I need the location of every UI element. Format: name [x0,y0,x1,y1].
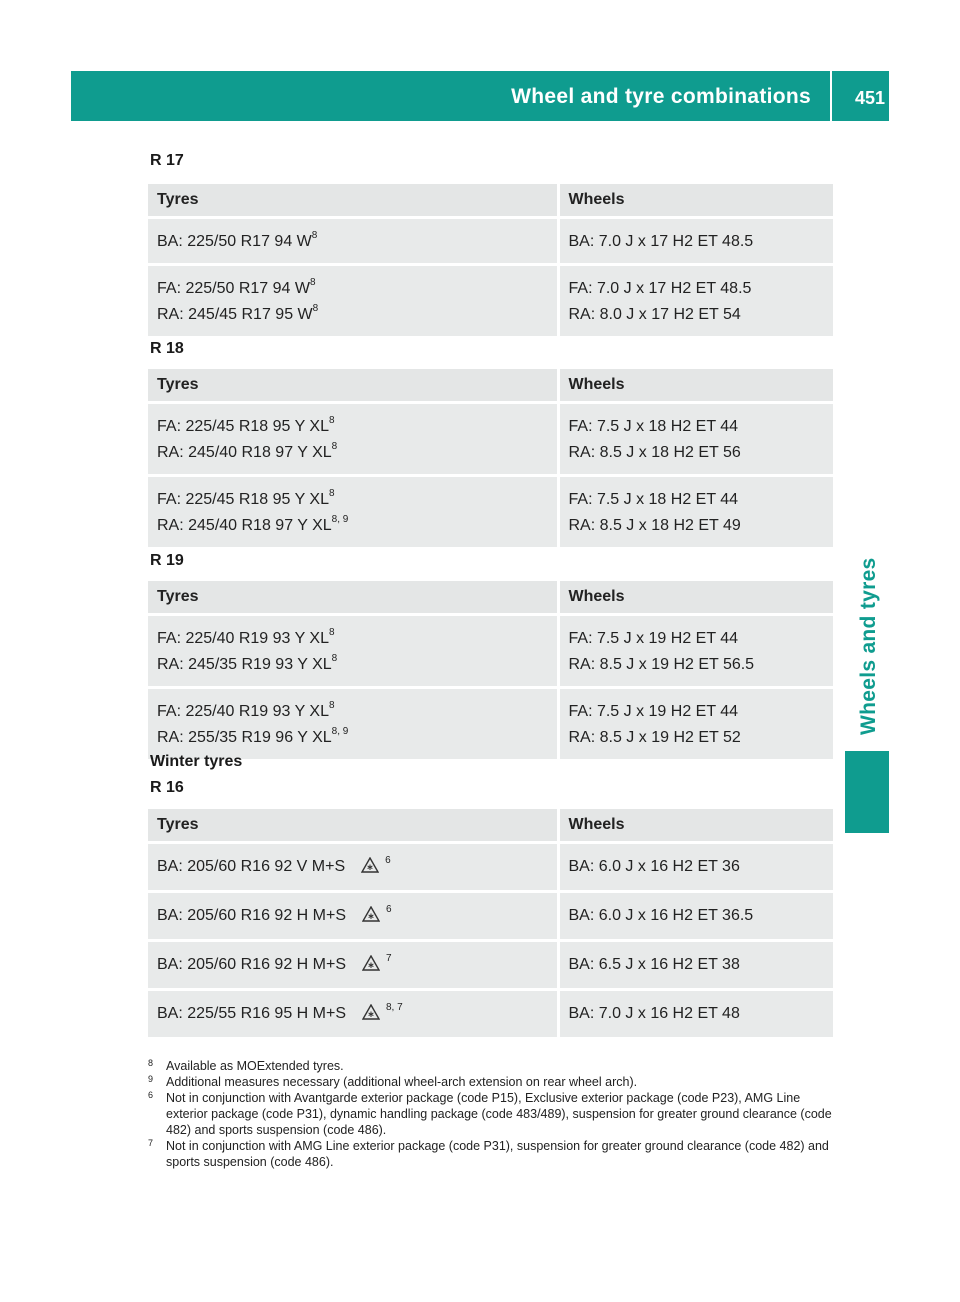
column-header-tyres: Tyres [148,581,558,615]
wheel-spec: FA: 7.5 J x 18 H2 ET 44 [568,418,739,435]
tyre-cell [148,218,558,265]
footnote-number: 9 [148,1074,154,1084]
wheel-spec: BA: 7.0 J x 16 H2 ET 48 [568,1005,740,1022]
snowflake-mountain-icon [362,906,380,922]
wheel-spec: FA: 7.5 J x 19 H2 ET 44 [568,703,739,720]
footnote-reference: 7 [386,953,392,964]
wheel-spec: BA: 7.0 J x 17 H2 ET 48.5 [568,233,754,250]
footnote-item [148,1090,834,1138]
table-row [148,892,833,941]
footnote-reference: 8 [328,626,335,638]
wheel-cell [558,941,833,990]
wheel-spec: FA: 7.5 J x 18 H2 ET 44 [568,491,739,508]
tyre-size-text: RA: 245/40 R18 97 Y XL [157,444,332,461]
wheel-spec: BA: 6.0 J x 16 H2 ET 36.5 [568,907,754,924]
tyre-size-text: FA: 225/45 R18 95 Y XL [157,418,329,435]
tyre-cell [148,892,558,941]
footnote-reference: 8 [328,414,335,426]
footnote-text: Not in conjunction with AMG Line exterior package (code P31), suspension for greater ground clearance (code 482) and sports suspension (code 486). [166,1139,829,1169]
footnote-item [148,1058,834,1074]
wheel-cell [558,843,833,892]
wheel-spec: FA: 7.0 J x 17 H2 ET 48.5 [568,280,752,297]
tyre-spec [157,652,557,678]
footnote-reference: 8 [328,487,335,499]
footnote-reference: 8 [311,229,318,241]
table-row [148,218,833,265]
footnote-item [148,1138,834,1170]
section-heading-r17: R 17 [150,152,184,169]
wheel-spec: RA: 8.5 J x 19 H2 ET 56.5 [568,656,755,673]
footnote-number: 6 [148,1090,154,1100]
section-heading-r16: R 16 [150,779,184,796]
wheel-cell [558,403,833,476]
wheel-cell [558,265,833,337]
tyre-size-text: FA: 225/50 R17 94 W [157,280,310,297]
column-header-wheels: Wheels [558,809,833,843]
wheel-spec: RA: 8.5 J x 18 H2 ET 56 [568,444,741,461]
wheel-cell [558,892,833,941]
footnote-reference: 8 [309,276,316,288]
column-header-wheels: Wheels [558,581,833,615]
section-heading-winter-tyres: Winter tyres [150,753,243,770]
tyre-cell [148,843,558,892]
tyre-size-text: FA: 225/40 R19 93 Y XL [157,630,329,647]
wheel-spec: RA: 8.0 J x 17 H2 ET 54 [568,306,741,323]
tyre-size-text: RA: 245/45 R17 95 W [157,306,313,323]
snowflake-mountain-icon [362,955,380,971]
table-r19 [148,581,833,759]
table-row [148,265,833,337]
tyre-spec [157,302,557,328]
wheel-spec: BA: 6.5 J x 16 H2 ET 38 [568,956,740,973]
tyre-cell [148,265,558,337]
tyre-spec [157,487,557,513]
tyre-cell [148,615,558,688]
table-row [148,476,833,548]
tyre-spec [157,725,557,751]
footnote-reference: 8, 7 [386,1002,403,1013]
footnote-item [148,1074,834,1090]
wheel-spec: RA: 8.5 J x 19 H2 ET 52 [568,729,741,746]
side-tab-label: Wheels and tyres [857,557,880,735]
tyre-spec [157,854,557,882]
tyre-cell [148,990,558,1038]
wheel-cell [558,990,833,1038]
wheel-cell [558,218,833,265]
column-header-wheels: Wheels [558,369,833,403]
header-divider [830,71,832,121]
footnotes [148,1058,834,1170]
tyre-size-text: RA: 245/35 R19 93 Y XL [157,656,332,673]
footnote-reference: 6 [385,855,391,866]
footnote-reference: 8 [328,699,335,711]
table-row [148,688,833,760]
tyre-spec [157,626,557,652]
table-r17 [148,184,833,336]
footnote-reference: 8 [312,302,319,314]
wheel-spec: RA: 8.5 J x 18 H2 ET 49 [568,517,741,534]
table-r18 [148,369,833,547]
tyre-spec [157,229,557,255]
tyre-size-text: RA: 245/40 R18 97 Y XL [157,517,332,534]
side-tab-marker [845,751,889,833]
table-row [148,843,833,892]
page-title: Wheel and tyre combinations [511,85,811,108]
footnote-text: Not in conjunction with Avantgarde exterior package (code P15), Exclusive exterior package (code P23), AMG Line exterior package (code P31), dynamic handling package (code 483/489), suspension for greater ground clearance (code 482) and sports suspension (code 486). [166,1091,832,1137]
tyre-spec [157,952,557,980]
snowflake-mountain-icon [361,857,379,873]
tyre-size-text: FA: 225/45 R18 95 Y XL [157,491,329,508]
tyre-size-text: BA: 205/60 R16 92 V M+S [157,858,346,875]
footnote-reference: 8, 9 [331,725,349,737]
tyre-cell [148,941,558,990]
table-r16-winter [148,809,833,1037]
wheel-cell [558,688,833,760]
tyre-spec [157,699,557,725]
footnote-reference: 8, 9 [331,513,349,525]
footnote-reference: 8 [331,652,338,664]
page-header [71,71,889,121]
section-heading-r19: R 19 [150,552,184,569]
tyre-spec [157,276,557,302]
footnote-number: 7 [148,1138,154,1148]
tyre-cell [148,476,558,548]
page-number: 451 [854,88,885,108]
tyre-size-text: BA: 225/55 R16 95 H M+S [157,1005,346,1022]
tyre-size-text: FA: 225/40 R19 93 Y XL [157,703,329,720]
section-heading-r18: R 18 [150,340,184,357]
column-header-wheels: Wheels [558,184,833,218]
tyre-cell [148,688,558,760]
tyre-spec [157,440,557,466]
footnote-text: Additional measures necessary (additional wheel-arch extension on rear wheel arch). [166,1075,638,1089]
wheel-spec: BA: 6.0 J x 16 H2 ET 36 [568,858,740,875]
table-row [148,941,833,990]
wheel-cell [558,615,833,688]
table-row [148,403,833,476]
tyre-cell [148,403,558,476]
tyre-spec [157,903,557,931]
tyre-spec [157,414,557,440]
footnote-number: 8 [148,1058,154,1068]
tyre-size-text: BA: 205/60 R16 92 H M+S [157,907,346,924]
table-row [148,990,833,1038]
column-header-tyres: Tyres [148,184,558,218]
tyre-size-text: BA: 225/50 R17 94 W [157,233,312,250]
tyre-size-text: RA: 255/35 R19 96 Y XL [157,729,332,746]
table-row [148,615,833,688]
tyre-spec [157,513,557,539]
wheel-spec: FA: 7.5 J x 19 H2 ET 44 [568,630,739,647]
tyre-spec [157,1001,557,1029]
snowflake-mountain-icon [362,1004,380,1020]
column-header-tyres: Tyres [148,369,558,403]
wheel-cell [558,476,833,548]
footnote-text: Available as MOExtended tyres. [166,1059,344,1073]
tyre-size-text: BA: 205/60 R16 92 H M+S [157,956,346,973]
footnote-reference: 6 [386,904,392,915]
footnote-reference: 8 [331,440,338,452]
column-header-tyres: Tyres [148,809,558,843]
